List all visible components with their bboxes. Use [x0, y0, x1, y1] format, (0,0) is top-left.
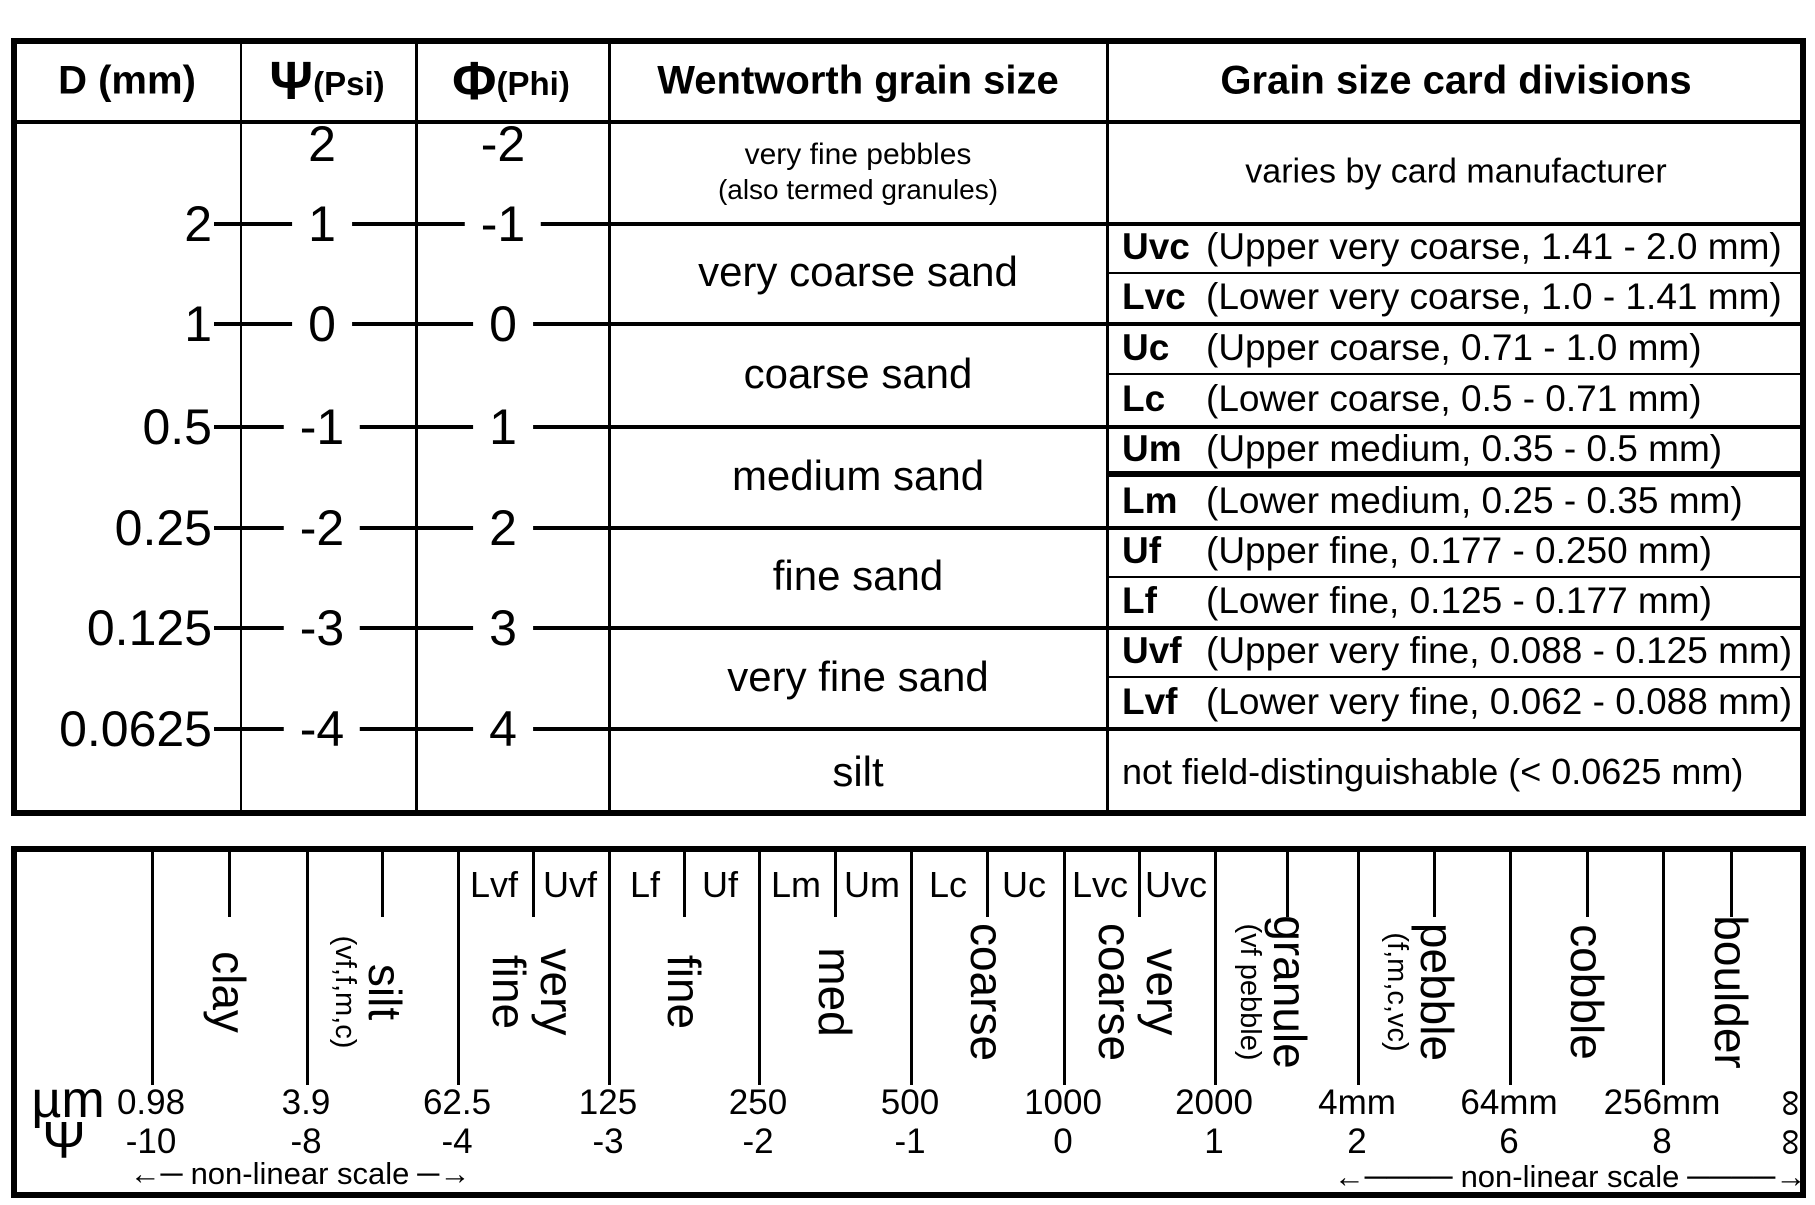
psi-scale-value: -4 — [441, 1122, 473, 1161]
scale-tick-med — [834, 852, 837, 917]
scale-tick-pebble — [1433, 852, 1436, 917]
card-abbr: Lvf — [1122, 681, 1178, 722]
size-class-label-very-fine: very fine — [483, 948, 583, 1036]
arrow-left-icon: ←─ — [129, 1156, 183, 1191]
card-desc: (Upper fine, 0.177 - 0.250 mm) — [1206, 530, 1712, 571]
division-label-lc: Lc — [928, 864, 968, 905]
psi-scale-value: -1 — [894, 1122, 926, 1161]
scale-major-line-125um — [608, 852, 611, 1085]
wentworth-class-very-coarse-sand: very coarse sand — [698, 247, 1018, 295]
card-desc: (Lower coarse, 0.5 - 0.71 mm) — [1206, 378, 1702, 419]
psi-infinity-symbol: ∞ — [1770, 1128, 1813, 1156]
size-class-note: (vf,f,m,c) — [329, 935, 362, 1049]
card-row-lf — [1122, 580, 1712, 622]
card-desc: (Upper very coarse, 1.41 - 2.0 mm) — [1206, 226, 1782, 267]
card-desc: (Upper coarse, 0.71 - 1.0 mm) — [1206, 327, 1702, 368]
d-boundary-value: 1 — [17, 296, 214, 352]
header-separator-line — [17, 120, 1800, 124]
header-wentworth: Wentworth grain size — [657, 58, 1059, 103]
wentworth-class-coarse-sand: coarse sand — [743, 349, 973, 397]
wentworth-class-fine-sand: fine sand — [772, 551, 944, 599]
header-psi — [269, 50, 384, 112]
division-label-um: Um — [844, 864, 900, 905]
card-row-uf — [1122, 530, 1712, 572]
wentworth-class-very-fine-pebbles — [610, 137, 1106, 207]
header-card-divisions: Grain size card divisions — [1220, 58, 1692, 103]
phi-unit-label: (Phi) — [496, 65, 570, 102]
nonlinear-scale-note-left: ←─ non-linear scale ─→ — [126, 1156, 475, 1192]
psi-boundary-value: 2 — [308, 116, 336, 172]
card-divider-uc-lc — [1109, 373, 1804, 375]
division-label-uvf: Uvf — [543, 864, 597, 905]
header-d-mm: D (mm) — [58, 58, 196, 103]
card-divider-uvc-lvc — [1109, 272, 1804, 274]
wentworth-class-note: (also termed granules) — [717, 174, 999, 206]
division-label-lvc: Lvc — [1071, 864, 1129, 905]
d-boundary-value: 0.25 — [17, 500, 214, 556]
um-value: 256mm — [1603, 1083, 1721, 1122]
size-class-label-granule: granule (vf pebble) — [1234, 915, 1316, 1069]
psi-boundary-value: 1 — [292, 197, 352, 251]
phi-boundary-value: -1 — [465, 197, 541, 251]
um-value: 250 — [728, 1083, 788, 1122]
psi-scale-value: 2 — [1347, 1122, 1367, 1161]
phi-symbol: Φ — [452, 51, 497, 111]
d-boundary-value: 0.0625 — [17, 701, 214, 757]
scale-tick-boulder — [1730, 852, 1733, 917]
card-abbr: Uc — [1122, 327, 1170, 368]
wentworth-class-silt: silt — [832, 747, 884, 795]
card-abbr: Lc — [1122, 378, 1166, 419]
division-label-uc: Uc — [1002, 864, 1046, 905]
scale-tick-silt — [381, 852, 384, 917]
psi-axis-label: Ψ — [42, 1112, 86, 1170]
wentworth-class-medium-sand: medium sand — [731, 451, 985, 499]
psi-boundary-value: -1 — [284, 400, 360, 454]
division-label-uf: Uf — [702, 864, 738, 905]
card-desc: (Upper medium, 0.35 - 0.5 mm) — [1206, 428, 1723, 469]
scale-major-line-4mm — [1357, 852, 1360, 1085]
card-divider-uf-lf — [1109, 576, 1804, 578]
scale-tick-fine — [683, 852, 686, 917]
um-value: 2000 — [1175, 1083, 1253, 1122]
card-abbr: Um — [1122, 428, 1182, 469]
card-row-uc — [1122, 327, 1702, 369]
card-desc: (Lower medium, 0.25 - 0.35 mm) — [1206, 480, 1743, 521]
scale-tick-clay — [228, 852, 231, 917]
um-value: 1000 — [1024, 1083, 1102, 1122]
um-value: 0.98 — [116, 1083, 186, 1122]
card-desc: (Upper very fine, 0.088 - 0.125 mm) — [1206, 630, 1793, 671]
wentworth-class-very-fine-sand: very fine sand — [727, 652, 989, 700]
phi-boundary-value: 2 — [473, 501, 533, 555]
division-label-lvf: Lvf — [469, 864, 519, 905]
um-infinity-symbol: ∞ — [1770, 1089, 1813, 1117]
wentworth-class-name: very fine pebbles — [744, 138, 972, 172]
card-abbr: Uf — [1122, 530, 1162, 571]
scale-major-line-2000um — [1214, 852, 1217, 1085]
header-phi — [452, 50, 570, 112]
scale-tick-coarse — [986, 852, 989, 917]
arrow-right-icon: ─→ — [417, 1156, 471, 1191]
card-desc: (Lower very coarse, 1.0 - 1.41 mm) — [1206, 276, 1782, 317]
psi-unit-label: (Psi) — [313, 65, 385, 102]
size-class-label-cobble: cobble — [1560, 924, 1613, 1060]
size-class-note: (vf pebble) — [1234, 923, 1267, 1061]
scale-major-line-500um — [910, 852, 913, 1085]
boundary-line-1mm — [17, 322, 1800, 326]
phi-boundary-value: 0 — [473, 297, 533, 351]
scale-tick-very-coarse — [1138, 852, 1141, 917]
psi-scale-value: -8 — [290, 1122, 322, 1161]
d-boundary-value: 2 — [17, 196, 214, 252]
psi-boundary-value: 0 — [292, 297, 352, 351]
card-row-uvc — [1122, 226, 1782, 268]
division-label-uvc: Uvc — [1145, 864, 1207, 905]
card-desc: (Lower very fine, 0.062 - 0.088 mm) — [1206, 681, 1793, 722]
card-abbr: Uvf — [1122, 630, 1182, 671]
phi-boundary-value: 3 — [473, 601, 533, 655]
um-value: 4mm — [1318, 1083, 1396, 1122]
scale-tick-granule — [1286, 852, 1289, 917]
card-abbr: Lm — [1122, 480, 1178, 521]
psi-symbol: Ψ — [269, 51, 314, 111]
d-boundary-value: 0.5 — [17, 399, 214, 455]
scale-major-line-250um — [758, 852, 761, 1085]
um-value: 64mm — [1460, 1083, 1558, 1122]
d-boundary-value: 0.125 — [17, 600, 214, 656]
um-value: 3.9 — [281, 1083, 331, 1122]
psi-scale-value: 0 — [1053, 1122, 1073, 1161]
psi-scale-value: -3 — [592, 1122, 624, 1161]
card-abbr: Lvc — [1122, 276, 1186, 317]
size-class-label-pebble: pebble (f,m,c,vc) — [1381, 922, 1463, 1062]
card-abbr: Lf — [1122, 580, 1157, 621]
um-value: 125 — [578, 1083, 638, 1122]
psi-scale-value: 1 — [1204, 1122, 1224, 1161]
phi-boundary-value: 1 — [473, 400, 533, 454]
um-value: 500 — [880, 1083, 940, 1122]
arrow-right-icon: ────→ — [1687, 1159, 1807, 1194]
size-class-label-clay: clay — [202, 951, 255, 1033]
phi-boundary-value: 4 — [473, 702, 533, 756]
card-abbr: Uvc — [1122, 226, 1190, 267]
scale-tick-very-fine — [532, 852, 535, 917]
phi-boundary-value: -2 — [480, 116, 526, 172]
psi-scale-value: 8 — [1652, 1122, 1672, 1161]
scale-major-line-1000um — [1063, 852, 1066, 1085]
scale-major-line-256mm — [1662, 852, 1665, 1085]
card-row-lm — [1122, 480, 1743, 522]
card-desc: (Lower fine, 0.125 - 0.177 mm) — [1206, 580, 1712, 621]
card-row-silt: not field-distinguishable (< 0.0625 mm) — [1122, 751, 1744, 792]
size-class-label-very-coarse: very coarse — [1089, 922, 1189, 1062]
card-row-lvf — [1122, 681, 1792, 723]
psi-scale-value: 6 — [1499, 1122, 1519, 1161]
card-row-um — [1122, 428, 1722, 470]
psi-boundary-value: -2 — [284, 501, 360, 555]
size-class-label-silt: silt (vf,f,m,c) — [329, 935, 411, 1049]
scale-major-line-098um — [151, 852, 154, 1085]
card-row-varies: varies by card manufacturer — [1245, 152, 1667, 191]
division-label-lf: Lf — [629, 864, 661, 905]
division-label-lm: Lm — [770, 864, 822, 905]
card-row-lc — [1122, 378, 1702, 420]
arrow-left-icon: ←──── — [1333, 1159, 1453, 1194]
scale-major-line-39um — [306, 852, 309, 1085]
um-axis-label: µm — [31, 1071, 105, 1129]
scale-major-line-64mm — [1509, 852, 1512, 1085]
nonlinear-scale-note-right: ←──── non-linear scale ────→ — [1330, 1159, 1811, 1195]
card-divider-um-lm — [1109, 471, 1804, 477]
psi-boundary-value: -3 — [284, 601, 360, 655]
card-row-uvf — [1122, 630, 1792, 672]
scale-major-line-625um — [457, 852, 460, 1085]
card-row-lvc — [1122, 276, 1782, 318]
size-class-label-coarse: coarse — [960, 922, 1013, 1062]
psi-boundary-value: -4 — [284, 702, 360, 756]
size-class-label-med: med — [808, 947, 861, 1037]
um-value: 62.5 — [422, 1083, 492, 1122]
size-class-label-boulder: boulder — [1704, 915, 1757, 1069]
size-class-note: (f,m,c,vc) — [1381, 932, 1414, 1052]
size-class-label-fine: fine — [657, 954, 710, 1030]
scale-tick-cobble — [1586, 852, 1589, 917]
card-divider-uvf-lvf — [1109, 676, 1804, 678]
psi-scale-value: -2 — [742, 1122, 774, 1161]
psi-scale-value: -10 — [125, 1122, 177, 1161]
